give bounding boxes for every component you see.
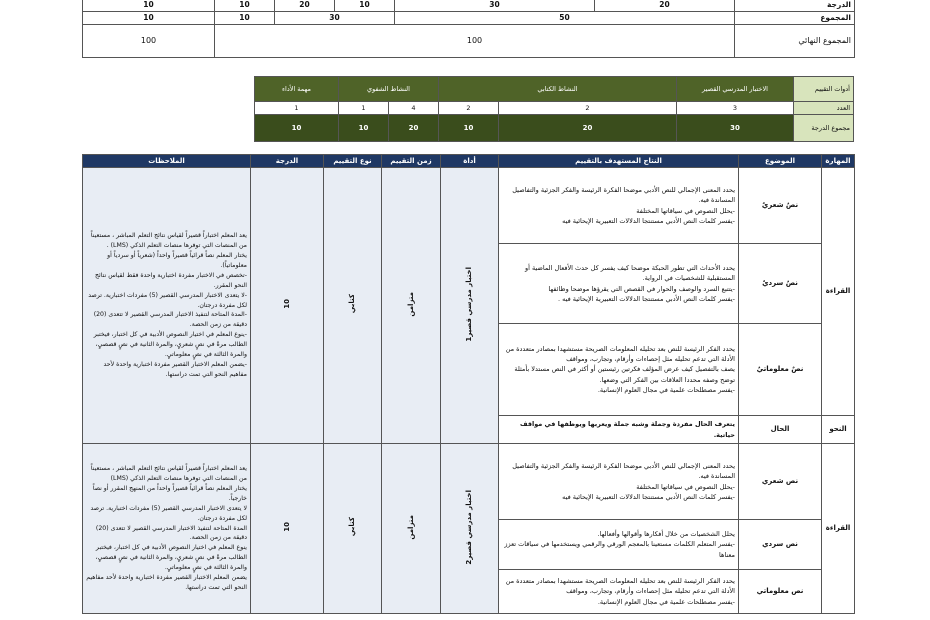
grade-value: 10 (282, 299, 291, 309)
header-grade: الدرجة (251, 155, 324, 168)
outcome-cell (499, 520, 739, 570)
outcome-line: يحدد الفكر الرئيسة للنص بعد تحليله المعلومات الصريحة مستشهدا بمصادر متعددة من الأدلة التي تدعم تحليله مثل إحصاءات وأرقام، وتجارب، ومواقف (505, 577, 735, 596)
outcome-cell (499, 570, 739, 614)
outcome-line: يحدد الأحداث التي تطور الحبكة موضحا كيف يفسر كل حدث الأفعال الماضية أو المستقبلية للشخصيات في الرواية. (524, 264, 735, 283)
outcome-line: -يحلل النصوص في سياقاتها المختلفة (636, 482, 735, 491)
note-line: يعد المعلم اختباراً قصيراً لقياس نتائج التعلم المباشر ، مستعيناً من المنصات التي توفرها منصات التعلم الذكي (LMS) . (90, 232, 247, 249)
type-label: كتابي (348, 517, 357, 537)
topic-cell: نص شعري (739, 444, 822, 520)
note-line: يختار المعلم نصاً قرائياً قصيراً واحداً من المنهج المقرر أو نصاً خارجياً. (92, 484, 247, 502)
note-line: -يضمن المعلم الاختبار القصير مفردة اختبارية واحدة لأحد مفاهيم النحو التي تمت دراستها. (103, 361, 247, 378)
tools-header-written: النشاط الكتابي (439, 77, 677, 102)
note-line: يختار المعلم نصاً قرائياً قصيراً واحداً (شعرياً أو سردياً أو معلوماتياً). (107, 251, 247, 269)
topic-cell: نصٌ شعريٌ (739, 168, 822, 244)
outcome-cell (499, 244, 739, 324)
tools-total-cell: 20 (389, 115, 439, 142)
final-total-cell: 100 (215, 25, 735, 58)
outcome-line: يحدد المعنى الإجمالي للنص الأدبي موضحا الفكرة الرئيسة والفكر الجزئية والتفاصيل المساندة فيه. (512, 462, 735, 481)
final-total-label: المجموع النهائي (735, 25, 855, 58)
tools-header-quiz: الاختبار المدرسي القصير (677, 77, 794, 102)
tools-header-row (255, 77, 854, 102)
grade-cell: 10 (215, 0, 275, 12)
tools-total-cell: 10 (439, 115, 499, 142)
tools-header-label: أدوات التقييم (794, 77, 854, 102)
tools-total-label: مجموع الدرجة (794, 115, 854, 142)
total-label: المجموع (735, 12, 855, 25)
outcome-line: يتعرف الحال مفردة وجملة وشبه جملة ويعربها ويوظفها في مواقف حياتية. (519, 420, 735, 439)
grade-summary-table (82, 0, 855, 58)
time-label: متزامن (406, 514, 415, 540)
total-cell: 10 (83, 12, 215, 25)
outcome-cell (499, 416, 739, 444)
outcome-line: يصف بالتفصيل كيف عرض المؤلف فكرتين رئيستين أو أكثر في النص مستدلا بأمثلة توضح وصفه محددا العلاقات بين الفكر التي وضعها. (514, 365, 735, 384)
header-time: زمن التقييم (382, 155, 441, 168)
total-row (83, 12, 855, 25)
note-line: -لا يتعدى الاختبار المدرسي القصير (5) مفردات اختبارية. ترصد لكل مفردة درجتان. (88, 291, 247, 309)
tools-total-cell: 10 (255, 115, 339, 142)
total-cell: 50 (395, 12, 735, 25)
topic-cell: نص سردي (739, 520, 822, 570)
tool-cell (441, 168, 499, 444)
grade-cell: 20 (595, 0, 735, 12)
outcome-line: يحدد المعنى الإجمالي للنص الأدبي موضحا الفكرة الرئيسة والفكر الجزئية والتفاصيل المساندة فيه. (512, 186, 735, 205)
header-skill: المهارة (822, 155, 855, 168)
grade-value: 10 (282, 522, 291, 532)
tools-count-cell: 1 (339, 102, 389, 115)
note-line: -ينوع المعلم في اختيار النصوص الأدبية في كل اختبار، فيختبر الطالب مرةً في نصٍ شعريٍ، والمرة الثانية في نصٍ قصصيٍ، والمرة الثالثة في نصٍ معلوماتيٍ. (93, 331, 247, 359)
table-row (83, 168, 855, 244)
header-outcome: النتاج المستهدف بالتقييم (499, 155, 739, 168)
tools-total-cell: 20 (499, 115, 677, 142)
note-line: -تخصص في الاختبار مفردة اختبارية واحدة فقط لقياس نتائج النحو المقرر. (95, 271, 247, 289)
time-label: متزامن (406, 291, 415, 317)
final-total-cell: 100 (83, 25, 215, 58)
outcome-cell (499, 168, 739, 244)
note-line: يضمن المعلم الاختبار القصير مفردة اختبارية واحدة لأحد مفاهيم النحو التي تمت دراستها. (86, 574, 247, 592)
tools-count-label: العدد (794, 102, 854, 115)
outcome-cell (499, 324, 739, 416)
tools-header-performance: مهمة الأداء (255, 77, 339, 102)
outcome-line: -يفسر المتعلم الكلمات مستعينا بالمعجم الورقي والرقمي ويستخدمها في سياقات تعزز معناها (504, 540, 735, 559)
time-cell (382, 444, 441, 614)
tool-label: اختبار مدرسي قصير1 (465, 266, 474, 342)
outcome-line: -يتتبع السرد والوصف والحوار في القصص التي يقرؤها موضحا وظائفها (548, 284, 735, 293)
note-line: لا يتعدى الاختبار المدرسي القصير (5) مفردات اختبارية. ترصد لكل مفردة درجتان. (90, 504, 247, 522)
note-line: ينوع المعلم في اختيار النصوص الأدبية في كل اختبار، فيختبر الطالب مرةً في نصٍ شعريٍ، والمرة الثانية في نصٍ قصصيٍ، والمرة الثالثة في نصٍ معلوماتيٍ. (95, 544, 247, 572)
grade-cell: 30 (395, 0, 595, 12)
header-topic: الموضوع (739, 155, 822, 168)
note-line: يعد المعلم اختباراً قصيراً لقياس نتائج التعلم المباشر ، مستعيناً من المنصات التي توفرها منصات التعلم الذكي (LMS) (90, 465, 247, 482)
plan-header-row (83, 155, 855, 168)
outcome-line: -يحلل النصوص في سياقاتها المختلفة (636, 206, 735, 215)
header-type: نوع التقييم (324, 155, 382, 168)
total-cell: 30 (275, 12, 395, 25)
tools-count-cell: 2 (439, 102, 499, 115)
tools-count-cell: 4 (389, 102, 439, 115)
grade-cell: 10 (83, 0, 215, 12)
tools-count-cell: 1 (255, 102, 339, 115)
tool-label: اختبار مدرسي قصير2 (465, 489, 474, 565)
tools-header-oral: النشاط الشفوي (339, 77, 439, 102)
topic-cell: نص معلوماتي (739, 570, 822, 614)
outcome-line: يحدد الفكر الرئيسة للنص بعد تحليله المعلومات الصريحة مستشهدا بمصادر متعددة من الأدلة التي تدعم تحليله مثل إحصاءات وأرقام، وتجارب، ومواقف (505, 345, 735, 364)
tools-count-row (255, 102, 854, 115)
header-notes: الملاحظات (83, 155, 251, 168)
note-line: المدة المتاحة لتنفيذ الاختبار المدرسي القصير لا تتعدى (20) دقيقة من زمن الحصة. (95, 524, 247, 542)
tool-cell (441, 444, 499, 614)
outcome-line: -يفسر كلمات النص الأدبي مستنتجا الدلالات التعبيرية الإيحائية فيه (562, 492, 735, 501)
time-cell (382, 168, 441, 444)
tools-total-cell: 10 (339, 115, 389, 142)
outcome-line: -يفسر مصطلحات علمية في مجال العلوم الإنسانية. (597, 385, 735, 394)
grade-cell: 10 (335, 0, 395, 12)
topic-cell: الحال (739, 416, 822, 444)
type-cell (324, 444, 382, 614)
assessment-plan-table (82, 154, 855, 614)
grade-cell: 20 (275, 0, 335, 12)
skill-reading: القراءة (822, 168, 855, 416)
tools-count-cell: 3 (677, 102, 794, 115)
outcome-cell (499, 444, 739, 520)
outcome-line: يحلل الشخصيات من خلال أفكارها وأقوالها وأفعالها. (597, 530, 735, 539)
tools-total-row (255, 115, 854, 142)
grade-cell (251, 168, 324, 444)
skill-reading: القراءة (822, 444, 855, 614)
note-line: -المدة المتاحة لتنفيذ الاختبار المدرسي القصير لا تتعدى (20) دقيقة من زمن الحصة. (93, 311, 247, 329)
skill-grammar: النحو (822, 416, 855, 444)
outcome-line: -يفسر كلمات النص الأدبي مستنتجا الدلالات التعبيرية الإيحائية فيه (562, 216, 735, 225)
outcome-line: -يفسر كلمات النص الأدبي مستنتجا الدلالات التعبيرية الإيحائية فيه . (557, 294, 735, 303)
total-cell: 10 (215, 12, 275, 25)
notes-cell (83, 168, 251, 444)
topic-cell: نصٌ معلوماتيٌ (739, 324, 822, 416)
topic-cell: نصٌ سرديٌ (739, 244, 822, 324)
type-cell (324, 168, 382, 444)
grade-cell (251, 444, 324, 614)
grade-row (83, 0, 855, 12)
type-label: كتابي (348, 294, 357, 314)
notes-cell (83, 444, 251, 614)
assessment-tools-table (254, 76, 854, 142)
table-row (83, 444, 855, 520)
tools-total-cell: 30 (677, 115, 794, 142)
header-tool: أداة (441, 155, 499, 168)
tools-count-cell: 2 (499, 102, 677, 115)
grade-label: الدرجة (735, 0, 855, 12)
final-total-row (83, 25, 855, 58)
outcome-line: -يفسر مصطلحات علمية في مجال العلوم الإنسانية. (597, 597, 735, 606)
